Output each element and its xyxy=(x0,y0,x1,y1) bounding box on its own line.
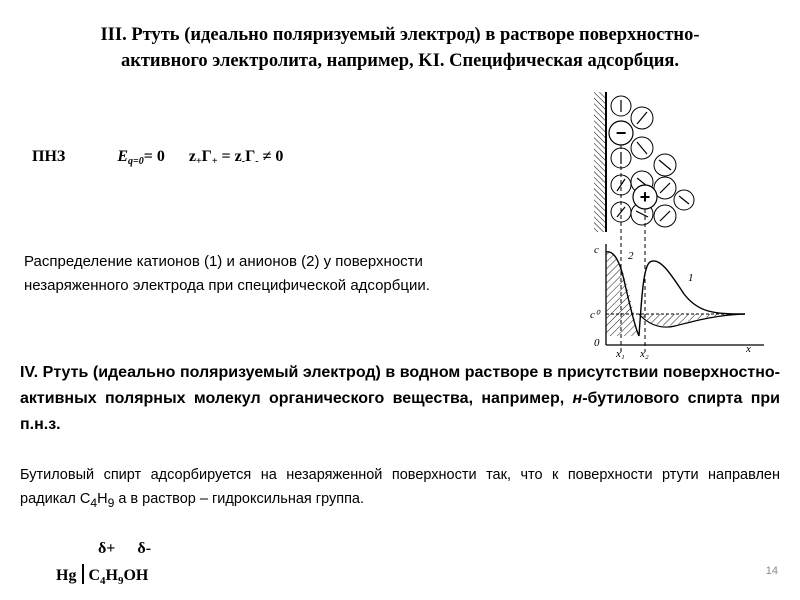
x1-label: x₁ xyxy=(616,348,625,360)
delta-minus: δ- xyxy=(137,540,152,557)
anion-minus xyxy=(609,121,633,145)
e-equals-zero: = 0 xyxy=(143,148,165,165)
section-iv-text-a: IV. Ртуть (идеально поляризуемый электрод) в водном растворе в присутствии поверхностно-активных полярных молекул органического вещества, например, xyxy=(20,364,780,407)
z-plus: z xyxy=(188,148,196,165)
equals-z: = z xyxy=(217,148,242,165)
gamma-minus: Γ xyxy=(245,148,256,165)
butyl-sub-2: 9 xyxy=(107,495,115,510)
minus-sign: − xyxy=(615,123,627,143)
curve1-label: 1 xyxy=(688,272,694,284)
interface-bar xyxy=(82,564,84,584)
electrode-wall xyxy=(594,92,606,232)
axis-origin-label: 0 xyxy=(594,337,600,349)
adsorption-figure xyxy=(580,90,770,362)
title-line-1: III. Ртуть (идеально поляризуемый электрод) в растворе поверхностно- xyxy=(100,25,700,45)
section-iv xyxy=(20,360,780,438)
distribution-description xyxy=(24,250,524,298)
hg-symbol: Hg xyxy=(56,567,77,584)
axis-c0-label: c⁰ xyxy=(590,309,600,321)
title-line-2: активного электролита, например, KI. Специфическая адсорбция. xyxy=(120,51,680,71)
anion-hatch-region xyxy=(638,314,745,326)
section-iv-italic: н xyxy=(572,390,583,407)
butyl-text-a: Бутиловый спирт адсорбируется на незаряженной поверхности так, что к поверхности ртути направлен радикал C xyxy=(20,467,780,507)
curve2-label: 2 xyxy=(628,250,634,262)
gamma-minus-sub: - xyxy=(255,156,259,167)
gamma-plus-sub: + xyxy=(211,156,218,167)
c-subscript: 4 xyxy=(100,575,106,588)
description-line-1: Распределение катионов (1) и анионов (2) у поверхности xyxy=(24,253,423,270)
e-subscript: q=0 xyxy=(128,156,144,167)
h-subscript: 9 xyxy=(117,575,124,588)
z-plus-sub: + xyxy=(195,156,202,167)
axis-x-label: x xyxy=(746,343,751,355)
water-dipoles xyxy=(611,96,694,227)
gamma-plus: Γ xyxy=(201,148,212,165)
butyl-text-c: а в раствор – гидроксильная группа. xyxy=(114,491,365,507)
section-iv-text-b: -бутилового спирта при п.н.з. xyxy=(20,390,781,433)
not-equal-zero: ≠ 0 xyxy=(258,148,284,165)
c-symbol: C xyxy=(88,567,101,584)
oh-group: OH xyxy=(123,567,149,584)
page-number: 14 xyxy=(765,565,778,577)
delta-plus: δ+ xyxy=(98,540,116,557)
formula-line xyxy=(56,564,148,587)
x2-label: x₂ xyxy=(640,348,649,360)
pzc-condition xyxy=(32,148,283,167)
h-symbol: H xyxy=(105,567,118,584)
pzc-label: ПНЗ xyxy=(32,148,66,165)
slide-title xyxy=(20,22,780,74)
butyl-sub-1: 4 xyxy=(90,495,98,510)
e-symbol: E xyxy=(117,148,129,165)
description-line-2: незаряженного электрода при специфической адсорбции. xyxy=(24,277,430,294)
axis-c-label: c xyxy=(594,244,599,256)
z-minus-sub: - xyxy=(241,156,246,167)
butyl-paragraph xyxy=(20,463,780,515)
plus-sign: + xyxy=(639,187,651,207)
butyl-text-b: H xyxy=(97,491,108,507)
cation-plus xyxy=(633,185,657,209)
dipole-charges xyxy=(98,540,151,558)
cation-hatch-region xyxy=(606,252,638,336)
